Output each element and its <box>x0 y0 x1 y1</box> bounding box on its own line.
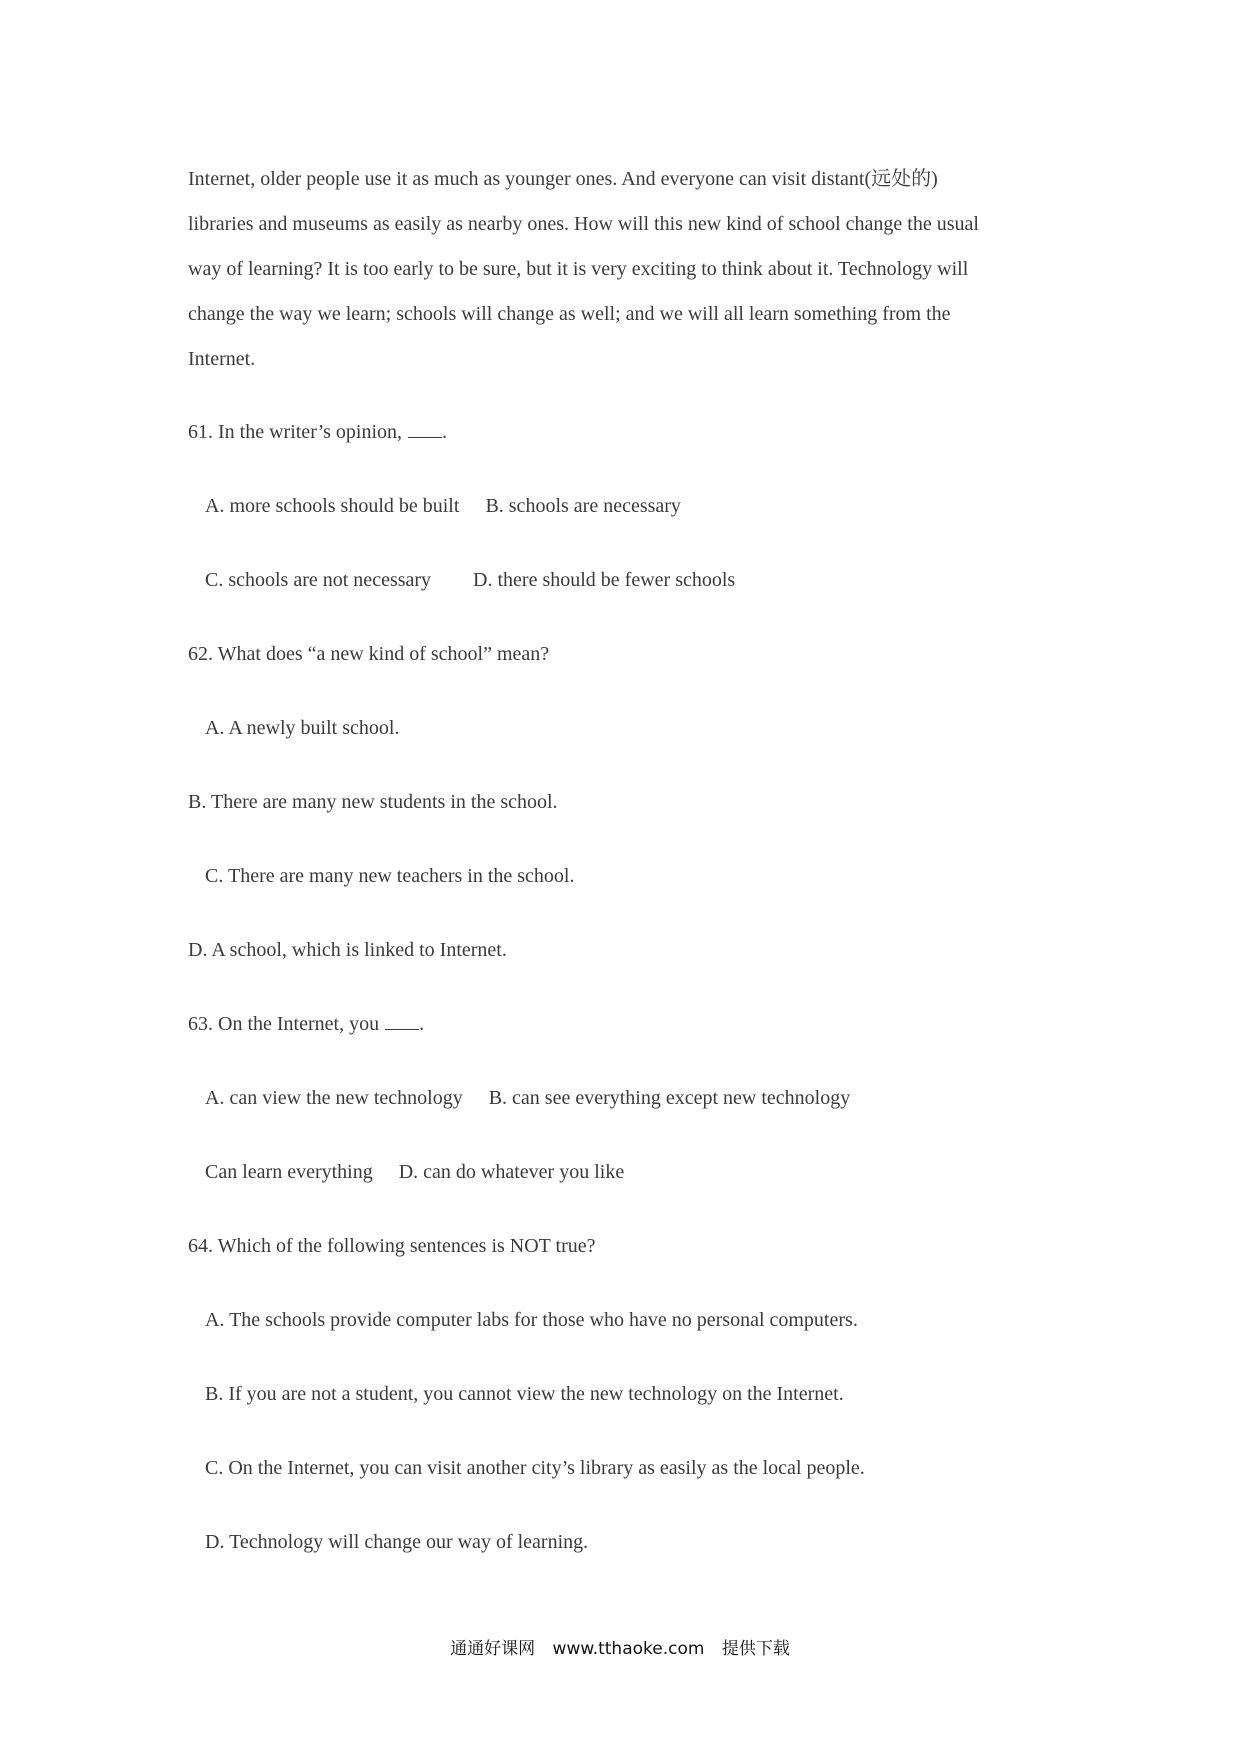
option-row <box>205 1085 850 1111</box>
footer-site-name: 通通好课网 <box>450 1639 536 1659</box>
option-c: C. There are many new teachers in the school. <box>205 865 575 887</box>
passage-line: libraries and museums as easily as nearby ones. How will this new kind of school change the usual <box>188 213 979 235</box>
question-punctuation: . <box>442 421 448 443</box>
passage-line: change the way we learn; schools will change as well; and we will all learn something from the <box>188 303 951 325</box>
option-c: Can learn everything <box>205 1161 373 1183</box>
option-b: B. schools are necessary <box>485 495 681 517</box>
option-d: D. there should be fewer schools <box>473 569 736 591</box>
page-footer <box>0 1634 1240 1659</box>
option-c: C. On the Internet, you can visit another city’s library as easily as the local people. <box>205 1457 865 1479</box>
footer-url: www.tthaoke.com <box>552 1639 705 1659</box>
passage-line: way of learning? It is too early to be sure, but it is very exciting to think about it. Technology will <box>188 258 969 280</box>
option-b: B. There are many new students in the school. <box>188 791 558 813</box>
option-a: A. more schools should be built <box>205 495 460 517</box>
option-row <box>205 493 681 519</box>
option-b: B. can see everything except new technology <box>488 1087 851 1109</box>
option-d: D. A school, which is linked to Internet. <box>188 939 507 961</box>
passage-line: Internet. <box>188 348 256 370</box>
option-d: D. Technology will change our way of learning. <box>205 1531 589 1553</box>
passage-line: Internet, older people use it as much as younger ones. And everyone can visit distant(远处的) <box>188 168 938 190</box>
option-d: D. can do whatever you like <box>398 1161 625 1183</box>
option-a: A. The schools provide computer labs for those who have no personal computers. <box>205 1309 858 1331</box>
option-row <box>205 1159 624 1185</box>
footer-note: 提供下载 <box>721 1639 790 1659</box>
question-stem <box>188 419 447 445</box>
answer-blank <box>408 421 442 438</box>
question-punctuation: . <box>419 1013 425 1035</box>
option-a: A. A newly built school. <box>205 717 400 739</box>
answer-blank <box>385 1013 419 1030</box>
option-c: C. schools are not necessary <box>205 569 432 591</box>
option-b: B. If you are not a student, you cannot view the new technology on the Internet. <box>205 1383 844 1405</box>
question-text: 63. On the Internet, you <box>188 1013 380 1035</box>
question-stem: 64. Which of the following sentences is NOT true? <box>188 1235 596 1257</box>
question-stem <box>188 1011 424 1037</box>
option-row <box>205 567 735 593</box>
question-stem: 62. What does “a new kind of school” mean? <box>188 643 550 665</box>
option-a: A. can view the new technology <box>205 1087 463 1109</box>
question-text: 61. In the writer’s opinion, <box>188 421 403 443</box>
